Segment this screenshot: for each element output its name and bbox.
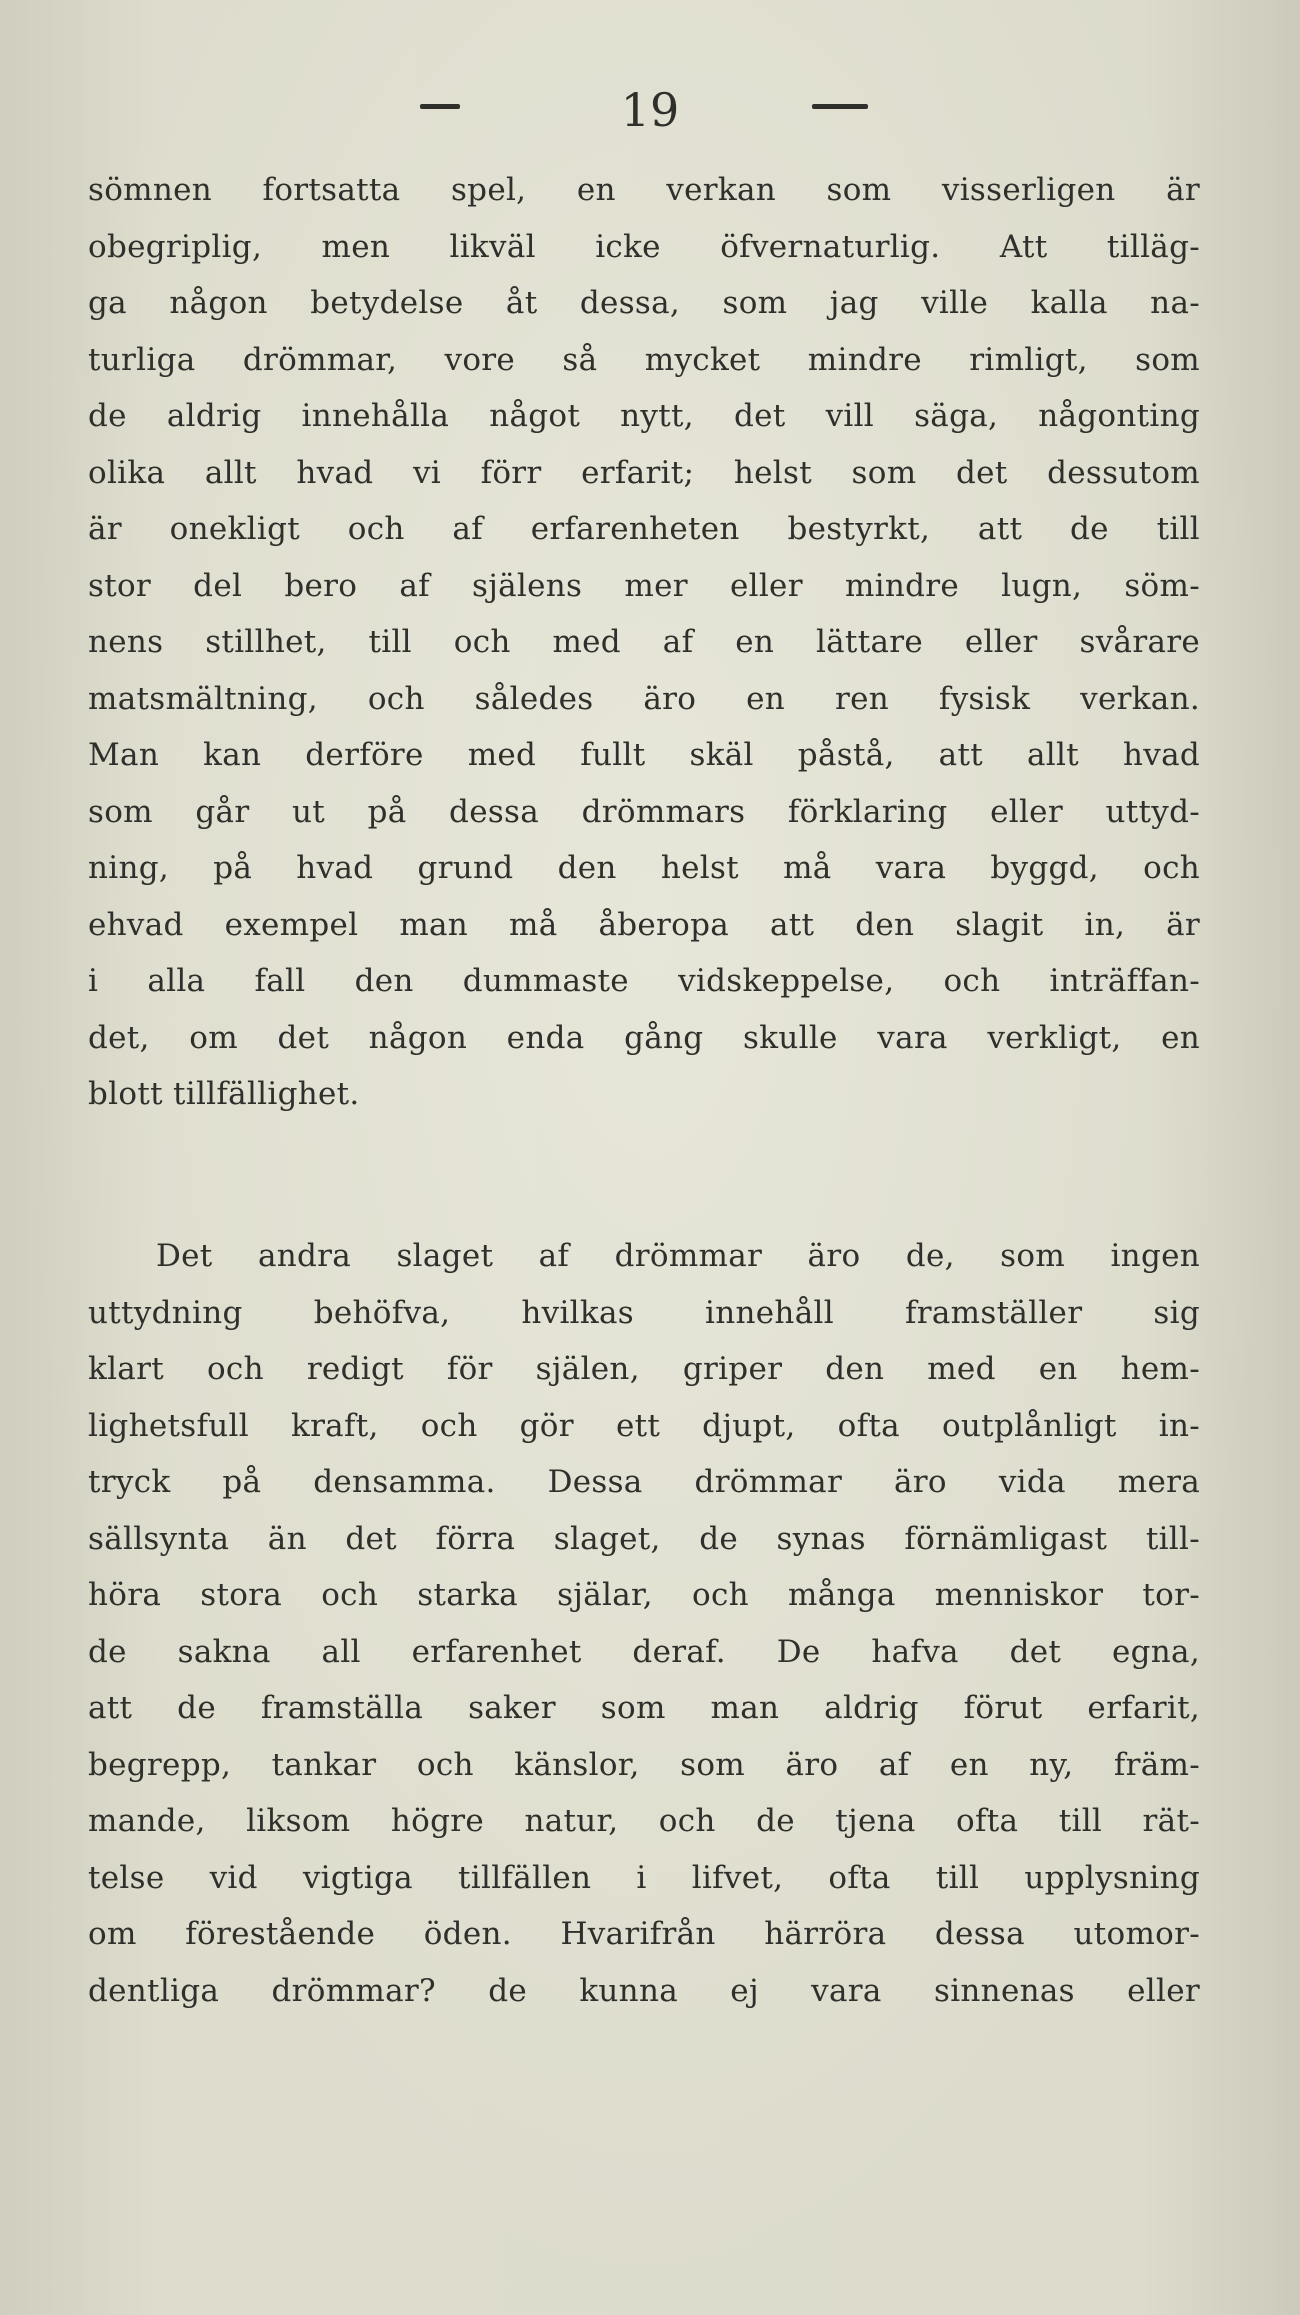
text-line: i alla fall den dummaste vidskeppelse, och inträffan- [88, 963, 1200, 999]
page-number: 19 [620, 83, 680, 137]
text-line: stor del bero af själens mer eller mindre lugn, söm- [88, 567, 1200, 604]
text-line: de sakna all erfarenhet deraf. De hafva det egna, [88, 1633, 1200, 1670]
text-line: nens stillhet, till och med af en lättare eller svårare [88, 624, 1200, 660]
text-line: tryck på densamma. Dessa drömmar äro vida mera [88, 1464, 1200, 1500]
text-line: sällsynta än det förra slaget, de synas förnämligast till- [88, 1520, 1200, 1557]
text-line: de aldrig innehålla något nytt, det vill säga, någonting [88, 398, 1200, 434]
text-line: ehvad exempel man må åberopa att den slagit in, är [88, 906, 1200, 943]
text-line: att de framställa saker som man aldrig förut erfarit, [88, 1690, 1200, 1726]
text-line: höra stora och starka själar, och många menniskor tor- [88, 1577, 1200, 1613]
text-line: mande, liksom högre natur, och de tjena ofta till rät- [88, 1803, 1200, 1839]
text-line: olika allt hvad vi förr erfarit; helst som det dessutom [88, 454, 1200, 491]
paragraph-1 [88, 162, 1200, 1123]
header-dash-right [812, 104, 868, 109]
text-line: turliga drömmar, vore så mycket mindre rimligt, som [88, 341, 1200, 378]
paragraph-2 [88, 1228, 1200, 2019]
text-line: sömnen fortsatta spel, en verkan som visserligen är [88, 172, 1200, 208]
text-line: dentliga drömmar? de kunna ej vara sinnenas eller [88, 1972, 1200, 2009]
text-line: om förestående öden. Hvarifrån härröra dessa utomor- [88, 1916, 1200, 1952]
text-line: uttydning behöfva, hvilkas innehåll framställer sig [88, 1294, 1200, 1331]
page-header [0, 80, 1300, 140]
header-dash-left [420, 104, 460, 109]
text-line: lighetsfull kraft, och gör ett djupt, ofta outplånligt in- [88, 1407, 1200, 1444]
text-line: det, om det någon enda gång skulle vara verkligt, en [88, 1019, 1200, 1056]
text-line: telse vid vigtiga tillfällen i lifvet, ofta till upplysning [88, 1859, 1200, 1896]
text-line: ning, på hvad grund den helst må vara byggd, och [88, 850, 1200, 886]
text-line: begrepp, tankar och känslor, som äro af en ny, främ- [88, 1746, 1200, 1783]
text-line: är onekligt och af erfarenheten bestyrkt, att de till [88, 511, 1200, 547]
text-line: blott tillfällighet. [88, 1076, 360, 1112]
text-line: obegriplig, men likväl icke öfvernaturlig. Att tilläg- [88, 228, 1200, 265]
text-line: ga någon betydelse åt dessa, som jag ville kalla na- [88, 285, 1200, 321]
text-line: som går ut på dessa drömmars förklaring eller uttyd- [88, 793, 1200, 830]
text-line: klart och redigt för själen, griper den med en hem- [88, 1351, 1200, 1387]
text-line: Man kan derföre med fullt skäl påstå, att allt hvad [88, 737, 1200, 773]
text-line: matsmältning, och således äro en ren fysisk verkan. [88, 680, 1200, 717]
text-line: Det andra slaget af drömmar äro de, som ingen [156, 1238, 1200, 1274]
